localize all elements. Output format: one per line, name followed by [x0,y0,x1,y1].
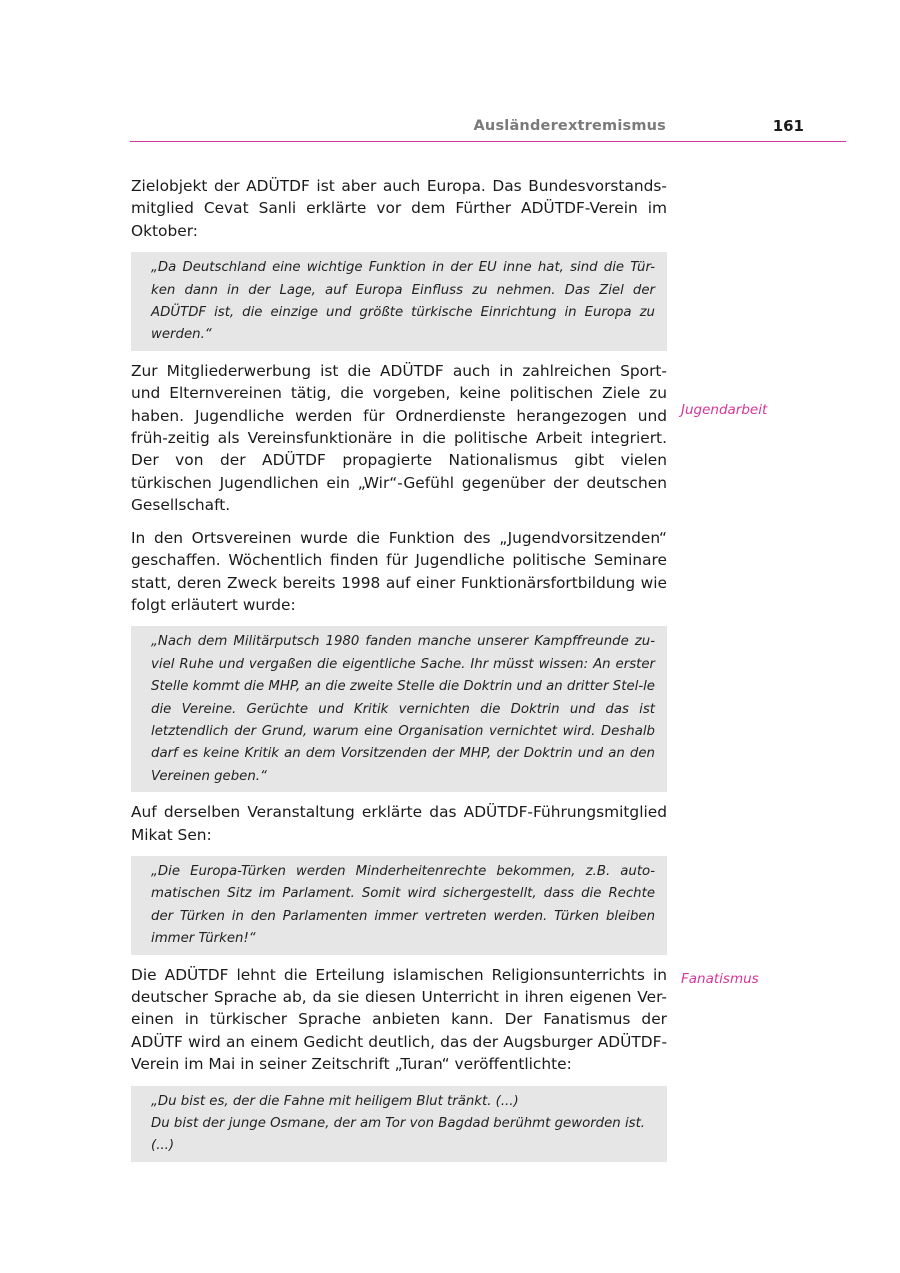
main-text [131,175,667,1171]
paragraph-2: Zur Mitgliederwerbung ist die ADÜTDF auch in zahlreichen Sport- und Elternvereinen tätig, die vorgeben, keine politischen Ziele zu haben. Jugendliche werden für Ordnerdienste herangezogen und früh-zeitig als Vereinsfunktionäre in die politische Arbeit integriert. Der von der ADÜTDF propagierte Nationalismus gibt vielen türkischen Jugendlichen ein „Wir“-Gefühl gegenüber der deutschen Gesellschaft. [131,361,667,515]
margin-note-fanatismus: Fanatismus [681,971,759,987]
paragraph-4: Auf derselben Veranstaltung erklärte das ADÜTDF-Führungsmitglied Mikat Sen: [131,803,667,844]
quote-1: „Da Deutschland eine wichtige Funktion in der EU inne hat, sind die Tür-ken dann in der Lage, auf Europa Einfluss zu nehmen. Das Ziel der ADÜTDF ist, die einzige und größte türkische Einrichtung in Europa zu werden.“ [131,252,667,351]
paragraph-3: In den Ortsvereinen wurde die Funktion des „Jugendvorsitzenden“ geschaffen. Wöchentlich finden für Jugendliche politische Seminare statt, deren Zweck bereits 1998 auf einer Funktionärsfortbildung wie folgt erläutert wurde: [131,528,667,614]
paragraph-5: Die ADÜTDF lehnt die Erteilung islamischen Religionsunterrichts in deutscher Sprache ab, da sie diesen Unterricht in ihren eigenen Ver-einen in türkischer Sprache anbieten kann. Der Fanatismus der ADÜTF wird an einem Gedicht deutlich, das der Augsburger ADÜTDF-Verein im Mai in seiner Zeitschrift „Turan“ veröffentlichte: [131,965,667,1074]
margin-note-jugendarbeit: Jugendarbeit [681,402,768,418]
chapter-title: Ausländerextremismus [473,118,666,134]
poem-line-2: Du bist der junge Osmane, der am Tor von Bagdad berühmt geworden ist. (...) [151,1116,646,1154]
page-number: 161 [772,117,804,135]
quote-4 [131,1086,667,1162]
quote-3: „Die Europa-Türken werden Minderheitenrechte bekommen, z.B. auto-matischen Sitz im Parlament. Somit wird sichergestellt, dass die Rechte der Türken in den Parlamenten immer vertreten werden. Türken bleiben immer Türken!“ [131,856,667,955]
quote-2: „Nach dem Militärputsch 1980 fanden manche unserer Kampffreunde zu-viel Ruhe und vergaßen die eigentliche Sache. Ihr müsst wissen: An erster Stelle kommt die MHP, an die zweite Stelle die Doktrin und an dritter Stel-le die Vereine. Gerüchte und Kritik vernichten die Doktrin und das ist letztendlich der Grund, warum eine Organisation vernichtet wird. Deshalb darf es keine Kritik an dem Vorsitzenden der MHP, der Doktrin und an den Vereinen geben.“ [131,626,667,792]
header-rule [130,141,846,142]
poem-line-1: „Du bist es, der die Fahne mit heiligem Blut tränkt. (...) [151,1093,519,1109]
paragraph-1: Zielobjekt der ADÜTDF ist aber auch Europa. Das Bundesvorstands-mitglied Cevat Sanli erklärte vor dem Fürther ADÜTDF-Verein im Oktober: [131,177,667,240]
